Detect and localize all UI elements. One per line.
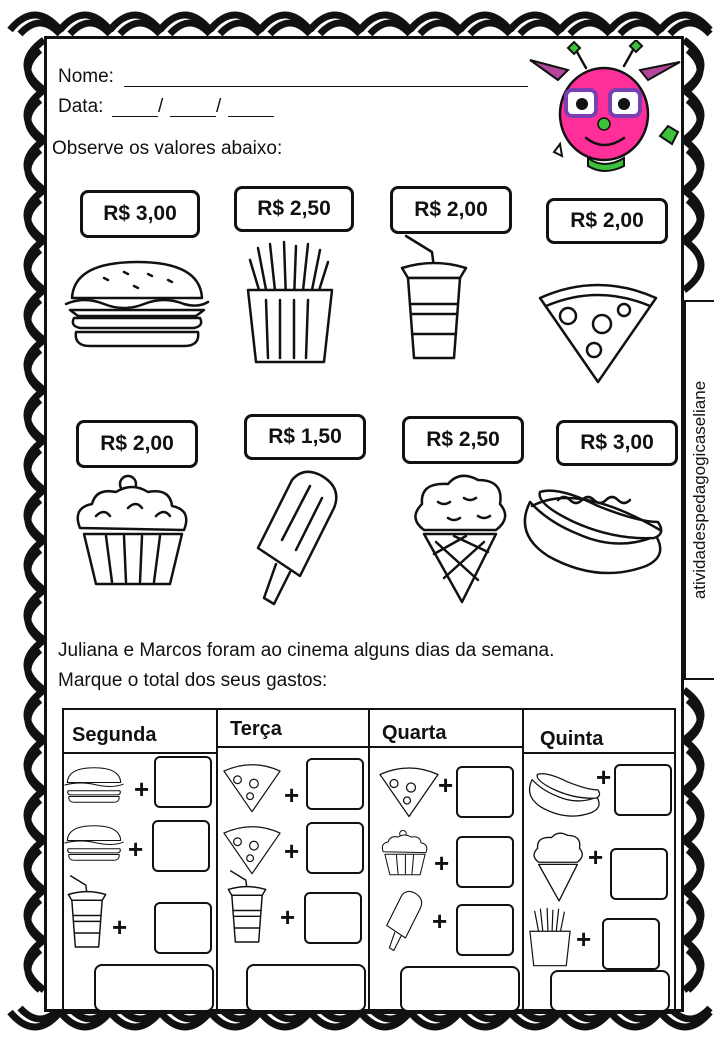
hamburger-icon <box>64 258 210 350</box>
answer-box[interactable] <box>602 918 660 970</box>
side-watermark-tab <box>684 300 714 680</box>
answer-box[interactable] <box>304 892 362 944</box>
plus-sign: + <box>432 906 448 936</box>
name-field[interactable] <box>124 86 528 87</box>
answer-box[interactable] <box>306 822 364 874</box>
price-tag-pizza: R$ 2,00 <box>546 198 668 244</box>
plus-sign: + <box>588 842 604 872</box>
side-watermark-text: atividadespedagogicaseliane <box>690 380 709 600</box>
plus-sign: + <box>112 912 128 942</box>
day-header-thursday: Quinta <box>540 728 604 750</box>
mascot-creature-icon <box>528 40 684 180</box>
soda-cup-icon <box>398 234 470 362</box>
hamburger-icon <box>64 818 124 868</box>
plus-sign: + <box>284 780 300 810</box>
answer-box[interactable] <box>614 764 672 816</box>
hot-dog-icon <box>526 760 602 828</box>
ice-cream-cone-icon <box>530 830 586 902</box>
plus-sign: + <box>434 848 450 878</box>
plus-sign: + <box>438 770 454 800</box>
plus-sign: + <box>280 902 296 932</box>
answer-box[interactable] <box>154 902 212 954</box>
total-box-wednesday[interactable] <box>400 966 520 1012</box>
french-fries-icon <box>244 240 336 364</box>
plus-sign: + <box>134 774 150 804</box>
pizza-slice-icon <box>222 760 282 814</box>
price-tag-hamburger: R$ 3,00 <box>80 190 200 238</box>
answer-box[interactable] <box>152 820 210 872</box>
soda-cup-icon <box>226 866 268 948</box>
cupcake-icon <box>380 826 430 880</box>
price-tag-ice-cream: R$ 2,50 <box>402 416 524 464</box>
instruction-mark-total: Marque o total dos seus gastos: <box>58 670 328 691</box>
popsicle-icon <box>252 468 346 608</box>
answer-box[interactable] <box>456 836 514 888</box>
instruction-story: Juliana e Marcos foram ao cinema alguns dias da semana. <box>58 640 555 661</box>
plus-sign: + <box>284 836 300 866</box>
ice-cream-cone-icon <box>408 470 512 604</box>
hamburger-icon <box>64 760 124 810</box>
price-tag-popsicle: R$ 1,50 <box>244 414 366 460</box>
total-box-thursday[interactable] <box>550 970 670 1012</box>
total-box-tuesday[interactable] <box>246 964 366 1012</box>
plus-sign: + <box>576 924 592 954</box>
date-separator: / <box>216 96 222 117</box>
date-separator: / <box>158 96 164 117</box>
answer-box[interactable] <box>610 848 668 900</box>
instruction-observe: Observe os valores abaixo: <box>52 138 283 159</box>
date-month-field[interactable] <box>170 116 216 117</box>
answer-box[interactable] <box>306 758 364 810</box>
popsicle-icon <box>384 888 426 954</box>
cupcake-icon <box>72 474 194 588</box>
day-header-monday: Segunda <box>72 724 157 746</box>
day-header-wednesday: Quarta <box>382 722 447 744</box>
date-label: Data: <box>58 96 104 117</box>
total-box-monday[interactable] <box>94 964 214 1012</box>
price-tag-hotdog: R$ 3,00 <box>556 420 678 466</box>
plus-sign: + <box>596 762 612 792</box>
plus-sign: + <box>128 834 144 864</box>
date-year-field[interactable] <box>228 116 274 117</box>
answer-box[interactable] <box>154 756 212 808</box>
price-tag-soda: R$ 2,00 <box>390 186 512 234</box>
pizza-slice-icon <box>378 764 440 818</box>
day-header-tuesday: Terça <box>230 718 282 740</box>
date-day-field[interactable] <box>112 116 158 117</box>
price-tag-cupcake: R$ 2,00 <box>76 420 198 468</box>
french-fries-icon <box>528 906 572 968</box>
answer-box[interactable] <box>456 766 514 818</box>
soda-cup-icon <box>66 872 108 952</box>
price-tag-fries: R$ 2,50 <box>234 186 354 232</box>
pizza-slice-icon <box>536 278 660 384</box>
name-label: Nome: <box>58 66 114 87</box>
hot-dog-icon <box>518 482 666 578</box>
answer-box[interactable] <box>456 904 514 956</box>
